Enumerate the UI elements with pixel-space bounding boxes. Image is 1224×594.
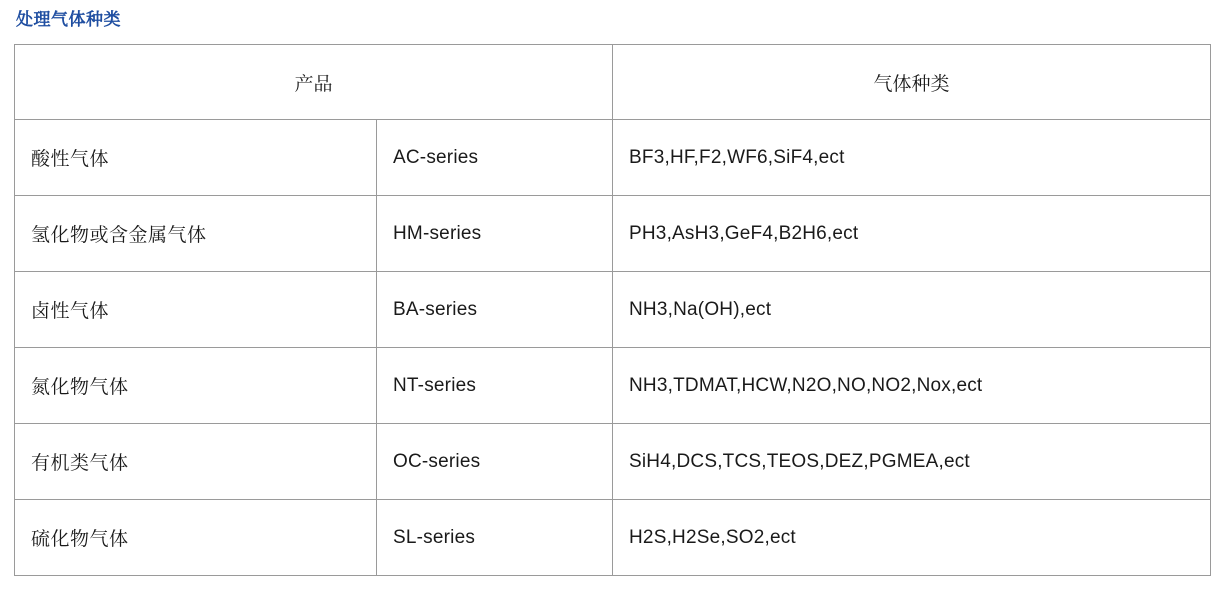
page-title: 处理气体种类 — [16, 10, 121, 29]
cell-product: 氮化物气体 — [15, 348, 377, 424]
cell-series: BA-series — [377, 272, 613, 348]
column-header-gas-type: 气体种类 — [613, 45, 1211, 120]
table-header — [15, 45, 1211, 120]
column-header-product: 产品 — [15, 45, 613, 120]
table-row — [15, 272, 1211, 348]
cell-gas-list: H2S,H2Se,SO2,ect — [613, 500, 1211, 576]
table-row — [15, 120, 1211, 196]
table-row — [15, 348, 1211, 424]
cell-series: HM-series — [377, 196, 613, 272]
table-header-row — [15, 45, 1211, 120]
cell-product: 硫化物气体 — [15, 500, 377, 576]
cell-gas-list: NH3,Na(OH),ect — [613, 272, 1211, 348]
cell-series: NT-series — [377, 348, 613, 424]
table-row — [15, 424, 1211, 500]
cell-product: 有机类气体 — [15, 424, 377, 500]
gas-types-table — [14, 44, 1211, 576]
cell-product: 氢化物或含金属气体 — [15, 196, 377, 272]
table-row — [15, 196, 1211, 272]
cell-gas-list: PH3,AsH3,GeF4,B2H6,ect — [613, 196, 1211, 272]
cell-series: OC-series — [377, 424, 613, 500]
cell-series: SL-series — [377, 500, 613, 576]
cell-series: AC-series — [377, 120, 613, 196]
cell-gas-list: SiH4,DCS,TCS,TEOS,DEZ,PGMEA,ect — [613, 424, 1211, 500]
cell-product: 卤性气体 — [15, 272, 377, 348]
cell-product: 酸性气体 — [15, 120, 377, 196]
cell-gas-list: BF3,HF,F2,WF6,SiF4,ect — [613, 120, 1211, 196]
cell-gas-list: NH3,TDMAT,HCW,N2O,NO,NO2,Nox,ect — [613, 348, 1211, 424]
table-row — [15, 500, 1211, 576]
table-body — [15, 120, 1211, 576]
